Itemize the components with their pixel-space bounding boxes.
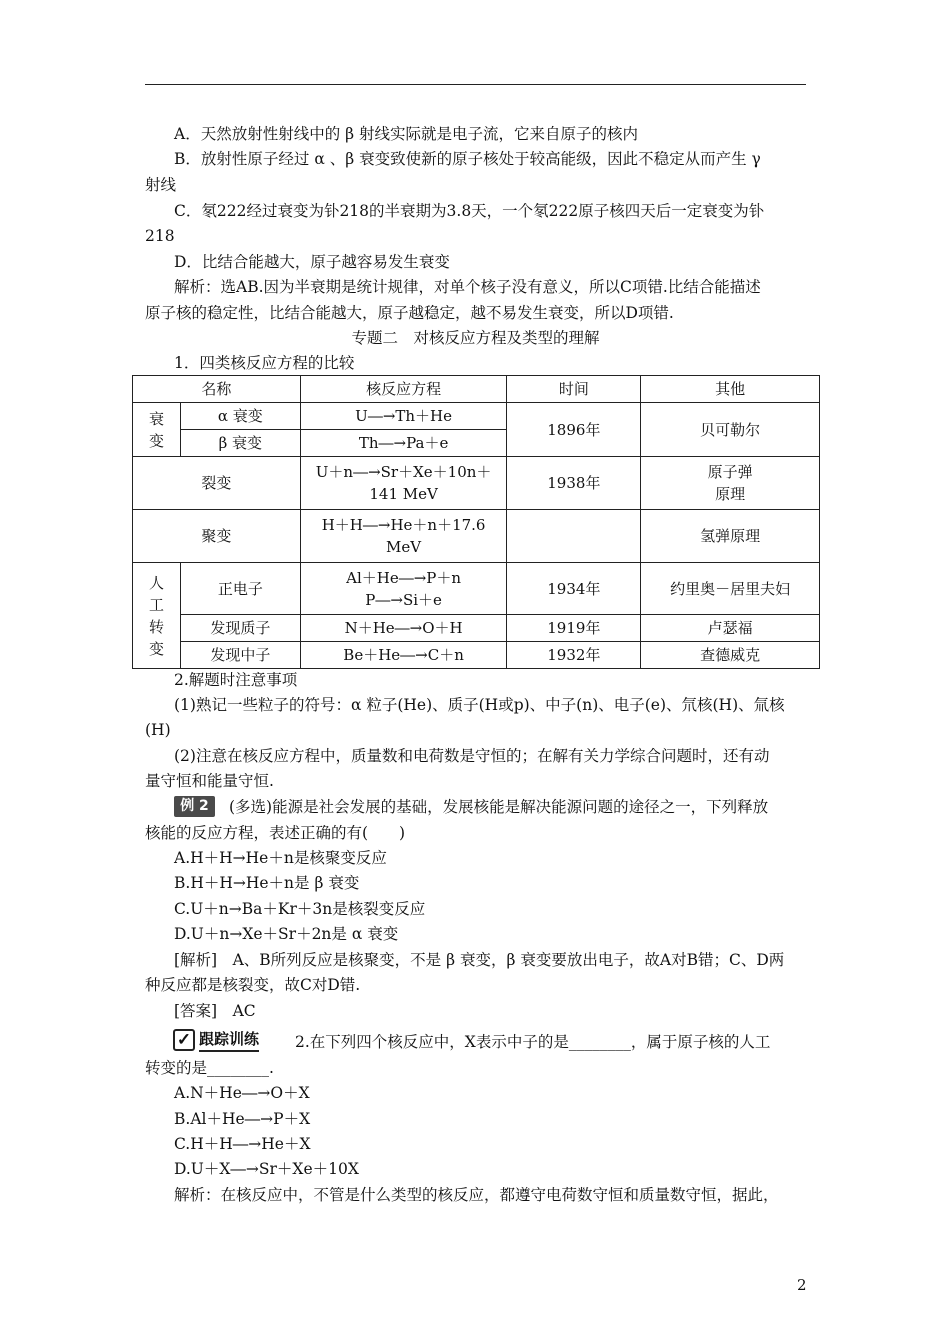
tracking-option-d: D.U＋X―→Sr＋Xe＋10X [174, 1160, 359, 1178]
artificial-group-text: 人工转变 [148, 573, 164, 658]
fission-eq-line2: 141 MeV [369, 485, 438, 503]
fission-other-line2: 原理 [715, 485, 746, 503]
example-option-b: B.H＋H→He＋n是 β 衰变 [174, 874, 360, 892]
alpha-equation: U―→Th＋He [300, 403, 507, 430]
fission-name: 裂变 [133, 457, 301, 510]
neutron-equation: Be＋He―→C＋n [300, 642, 507, 669]
notes-1-line1: (1)熟记一些粒子的符号：α 粒子(He)、质子(H或p)、中子(n)、电子(e)、氘核(H)、氚核 [174, 696, 785, 714]
notes-title: 2.解题时注意事项 [174, 671, 298, 689]
fusion-time [507, 510, 641, 563]
table-row-fusion [133, 510, 820, 563]
table-row-fission [133, 457, 820, 510]
notes-2-line1: (2)注意在核反应方程中，质量数和电荷数是守恒的；在解有关力学综合问题时，还有动 [174, 747, 770, 765]
fission-eq-line1: U＋n―→Sr＋Xe＋10n＋ [315, 463, 492, 481]
beta-name: β 衰变 [180, 430, 300, 457]
table-row-proton [133, 615, 820, 642]
example-question-line1: (多选)能源是社会发展的基础，发展核能是解决能源问题的途径之一，下列释放 [229, 798, 769, 816]
notes-1-line2: (H) [145, 721, 171, 739]
fusion-eq-line1: H＋H―→He＋n＋17.6 [321, 516, 486, 534]
example-question-line2: 核能的反应方程，表述正确的有( ) [145, 824, 406, 842]
checkmark-icon: ✓ [173, 1029, 195, 1051]
table-header-row [133, 376, 820, 403]
item1-title: 1．四类核反应方程的比较 [174, 354, 355, 372]
page-number: 2 [797, 1276, 807, 1294]
fission-other [641, 457, 820, 510]
beta-equation: Th―→Pa＋e [300, 430, 507, 457]
tracking-option-c: C.H＋H―→He＋X [174, 1135, 311, 1153]
proton-name: 发现质子 [180, 615, 300, 642]
tracking-option-b: B.Al＋He―→P＋X [174, 1110, 311, 1128]
fusion-eq-line2: MeV [386, 538, 422, 556]
table-row-positron [133, 563, 820, 615]
proton-time: 1919年 [507, 615, 641, 642]
neutron-other: 查德威克 [641, 642, 820, 669]
neutron-name: 发现中子 [180, 642, 300, 669]
analysis1-line2: 原子核的稳定性，比结合能越大，原子越稳定，越不易发生衰变，所以D项错. [145, 304, 674, 322]
decay-other: 贝可勒尔 [641, 403, 820, 457]
example-option-a: A.H＋H→He＋n是核聚变反应 [174, 849, 387, 867]
tracking-question-line1: 2.在下列四个核反应中，X表示中子的是________，属于原子核的人工 [295, 1033, 771, 1051]
positron-time: 1934年 [507, 563, 641, 615]
positron-other: 约里奥－居里夫妇 [641, 563, 820, 615]
example-option-c: C.U＋n→Ba＋Kr＋3n是核裂变反应 [174, 900, 426, 918]
header-time: 时间 [507, 376, 641, 403]
example-option-d: D.U＋n→Xe＋Sr＋2n是 α 衰变 [174, 925, 399, 943]
example-analysis-line1: [解析] A、B所列反应是核聚变，不是 β 衰变，β 衰变要放出电子，故A对B错；C、D两 [174, 951, 785, 969]
positron-name: 正电子 [180, 563, 300, 615]
neutron-time: 1932年 [507, 642, 641, 669]
example-analysis-line2: 种反应都是核裂变，故C对D错. [145, 976, 361, 994]
analysis1-line1: 解析：选AB.因为半衰期是统计规律，对单个核子没有意义，所以C项错.比结合能描述 [174, 278, 761, 296]
topic-title: 专题二 对核反应方程及类型的理解 [351, 329, 600, 347]
tracking-question-line2: 转变的是________. [145, 1059, 274, 1077]
positron-eq-line1: Al＋He―→P＋n [346, 568, 462, 587]
choice-a: A．天然放射性射线中的 β 射线实际就是电子流，它来自原子的核内 [174, 125, 639, 143]
artificial-group-label [133, 563, 181, 669]
header-rule [145, 84, 806, 85]
decay-group-text: 衰变 [148, 409, 164, 450]
choice-c-line1: C．氡222经过衰变为钋218的半衰期为3.8天，一个氡222原子核四天后一定衰变为钋 [174, 202, 765, 220]
alpha-name: α 衰变 [180, 403, 300, 430]
nuclear-reaction-table [132, 375, 820, 669]
fission-other-line1: 原子弹 [707, 463, 753, 481]
table-row-alpha [133, 403, 820, 430]
example-badge: 例 2 [174, 796, 215, 817]
choice-b-line1: B．放射性原子经过 α 、β 衰变致使新的原子核处于较高能级，因此不稳定从而产生 γ [174, 150, 761, 168]
positron-eq-line2: P―→Si＋e [365, 590, 442, 609]
fission-equation [300, 457, 507, 510]
decay-time: 1896年 [507, 403, 641, 457]
fusion-name: 聚变 [133, 510, 301, 563]
decay-group-label [133, 403, 181, 457]
fusion-other: 氢弹原理 [641, 510, 820, 563]
table-row-neutron [133, 642, 820, 669]
header-equation: 核反应方程 [300, 376, 507, 403]
choice-c-line2: 218 [145, 227, 175, 245]
tracking-training-label [173, 1027, 259, 1053]
notes-2-line2: 量守恒和能量守恒. [145, 772, 274, 790]
fission-time: 1938年 [507, 457, 641, 510]
header-name: 名称 [133, 376, 301, 403]
choice-d: D．比结合能越大，原子越容易发生衰变 [174, 253, 450, 271]
choice-b-line2: 射线 [145, 176, 177, 194]
tracking-analysis: 解析：在核反应中，不管是什么类型的核反应，都遵守电荷数守恒和质量数守恒，据此， [174, 1186, 779, 1204]
positron-equation [300, 563, 507, 615]
proton-other: 卢瑟福 [641, 615, 820, 642]
fusion-equation [300, 510, 507, 563]
example-answer: [答案] AC [174, 1002, 256, 1020]
proton-equation: N＋He―→O＋H [300, 615, 507, 642]
header-other: 其他 [641, 376, 820, 403]
tracking-option-a: A.N＋He―→O＋X [174, 1084, 310, 1102]
tracking-label-text: 跟踪训练 [199, 1028, 259, 1052]
